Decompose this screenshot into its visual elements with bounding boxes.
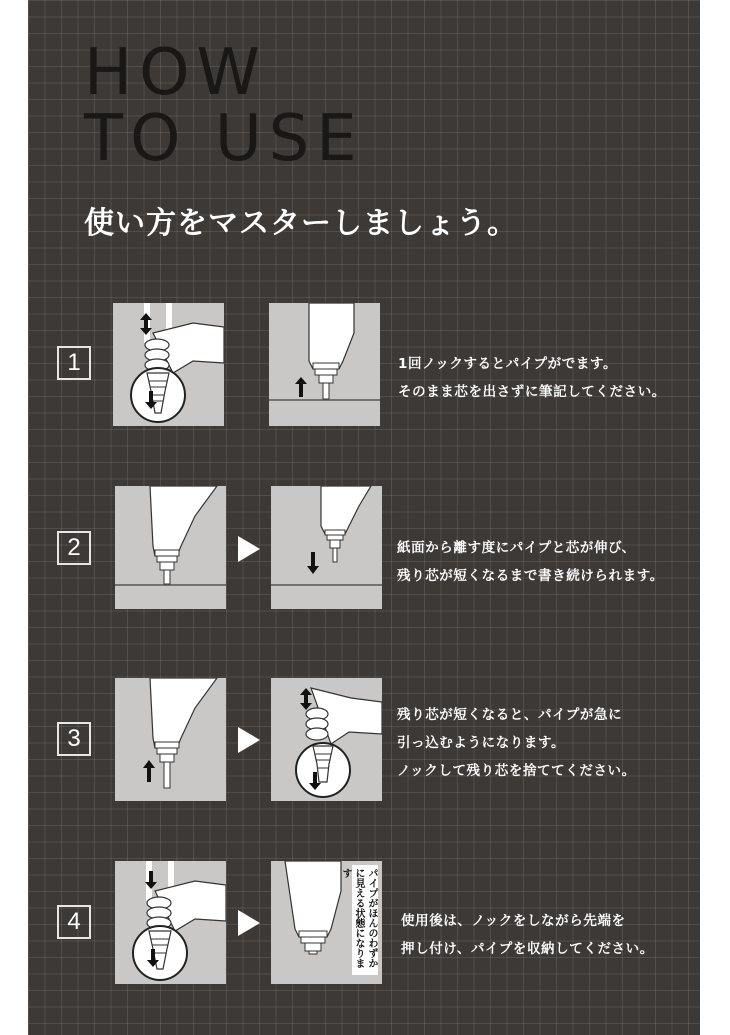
step-2 — [28, 485, 700, 610]
title-line-2: TO USE — [84, 102, 364, 176]
step-3-description — [397, 701, 636, 785]
up-arrow-icon — [295, 377, 307, 397]
step-2-tip-illustration-after — [271, 486, 382, 609]
description-line: そのまま芯を出さずに筆記してください。 — [398, 384, 666, 400]
step-number-badge: 1 — [57, 346, 91, 380]
description-line: 紙面から離す度にパイプと芯が伸び、 — [397, 540, 636, 556]
up-arrow-icon — [143, 760, 155, 782]
step-3 — [28, 677, 700, 802]
step-1-tip-illustration — [269, 303, 380, 426]
step-number-badge: 4 — [57, 905, 91, 939]
step-4-description — [401, 907, 654, 963]
description-line: 押し付け、パイプを収納してください。 — [401, 941, 654, 957]
step-2-tip-illustration-before — [115, 486, 226, 609]
description-line: 使用後は、ノックをしながら先端を — [401, 913, 626, 929]
step-3-hand-illustration — [271, 678, 382, 801]
step-4-hand-illustration — [115, 861, 226, 984]
description-line: 引っ込むようになります。 — [397, 735, 566, 751]
down-arrow-icon — [147, 949, 159, 967]
play-arrow-icon — [238, 727, 260, 753]
step-2-description — [397, 534, 664, 590]
down-arrow-icon — [309, 772, 321, 790]
step-number-badge: 3 — [57, 722, 91, 756]
description-line: ノックして残り芯を捨ててください。 — [397, 763, 636, 779]
description-line: 1回ノックするとパイプがでます。 — [398, 356, 618, 372]
play-arrow-icon — [238, 536, 260, 562]
down-arrow-icon — [307, 552, 319, 574]
up-down-arrow-icon — [299, 688, 313, 710]
description-line: 残り芯が短くなるまで書き続けられます。 — [397, 568, 664, 584]
page-title — [84, 36, 364, 176]
step-4-tip-illustration — [271, 861, 382, 984]
down-arrow-icon — [145, 391, 157, 409]
step-1-description — [398, 350, 666, 406]
step-3-tip-illustration — [115, 678, 226, 801]
play-arrow-icon — [238, 910, 260, 936]
step-1 — [28, 302, 700, 427]
description-line: 残り芯が短くなると、パイプが急に — [397, 707, 623, 723]
step-4-pipe-note: パイプがほんのわずかに見える状態になります — [352, 865, 378, 975]
down-arrow-icon — [145, 871, 157, 889]
how-to-use-page — [28, 0, 700, 1035]
page-subtitle: 使い方をマスターしましょう。 — [84, 206, 518, 241]
step-1-hand-illustration — [113, 303, 224, 426]
title-line-1: HOW — [84, 36, 267, 110]
step-number-badge: 2 — [57, 531, 91, 565]
up-down-arrow-icon — [139, 313, 153, 335]
step-4 — [28, 860, 700, 985]
